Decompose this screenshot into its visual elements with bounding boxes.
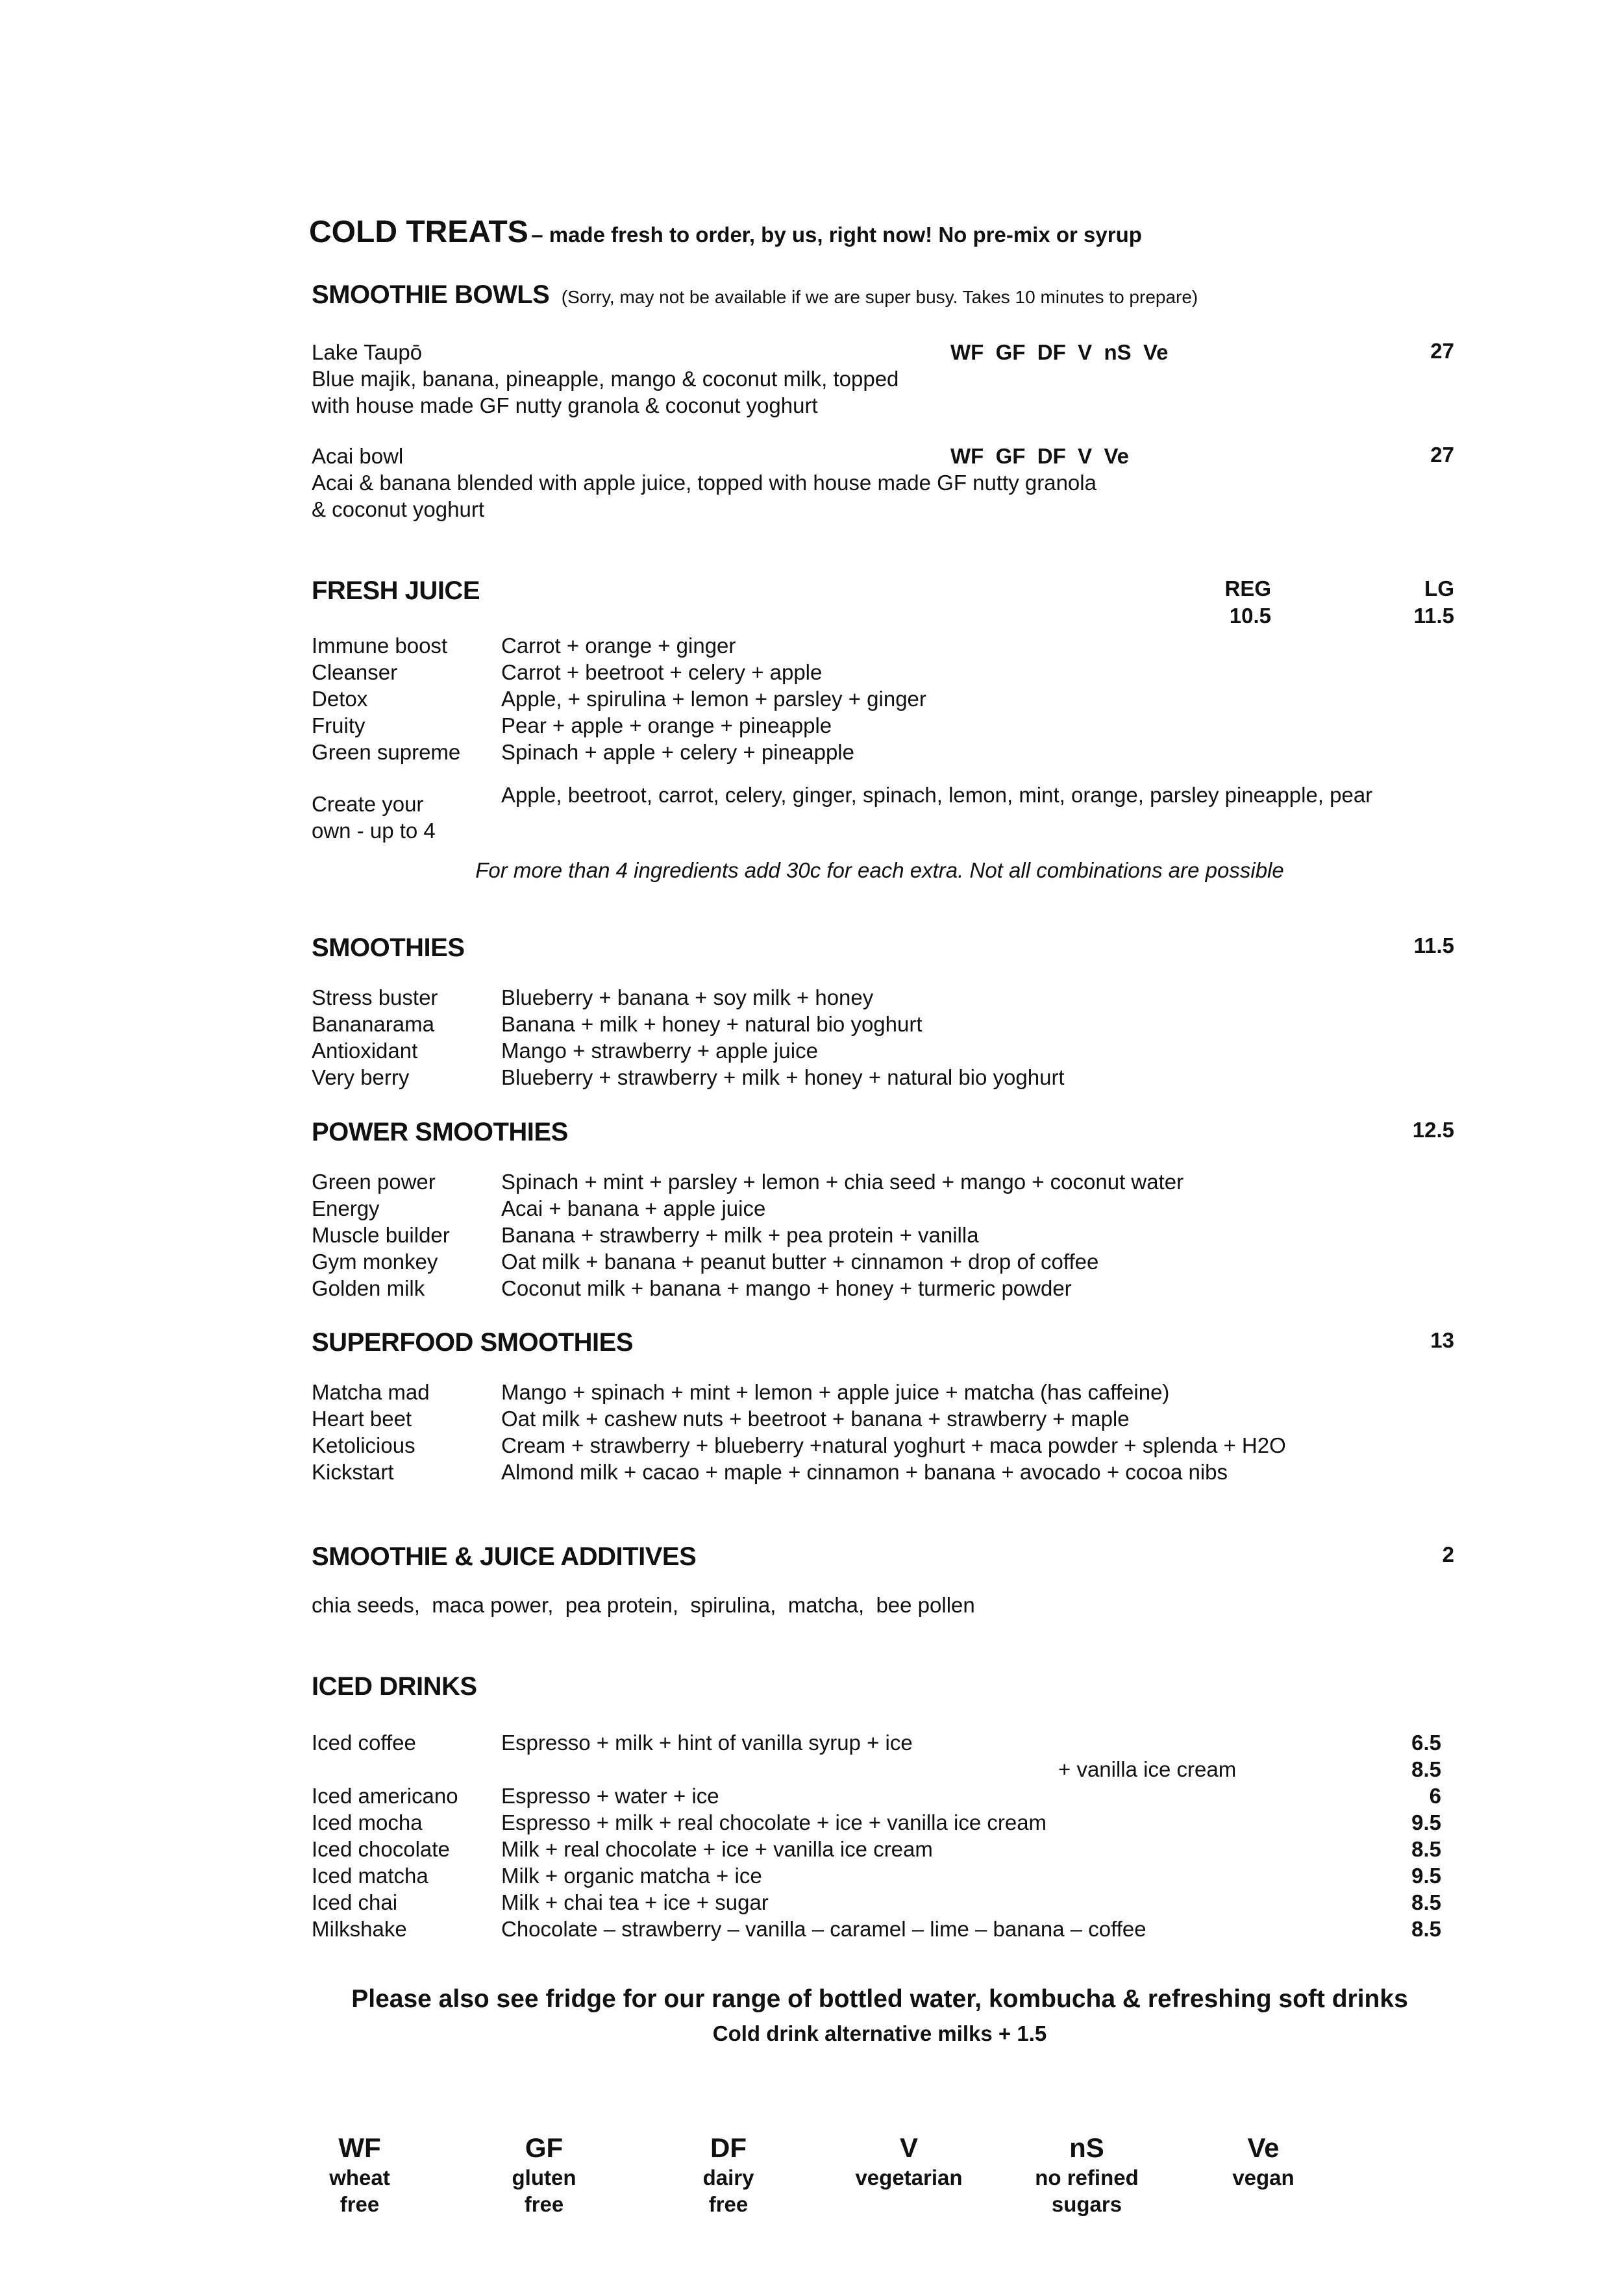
legend-code: V	[899, 2132, 918, 2163]
superfood-title: SUPERFOOD SMOOTHIES	[312, 1328, 633, 1357]
item-desc: Espresso + milk + real chocolate + ice + vanilla ice cream	[501, 1810, 1047, 1834]
item-desc: Oat milk + cashew nuts + beetroot + banana + strawberry + maple	[501, 1407, 1130, 1431]
item-desc: Mango + strawberry + apple juice	[501, 1039, 818, 1063]
item-desc: Acai + banana + apple juice	[501, 1196, 766, 1220]
item-name: Golden milk	[312, 1276, 425, 1300]
item-desc: Spinach + mint + parsley + lemon + chia seed + mango + coconut water	[501, 1170, 1184, 1194]
item-desc: Carrot + orange + ginger	[501, 634, 736, 658]
item-name: Very berry	[312, 1065, 410, 1089]
item-desc: Milk + organic matcha + ice	[501, 1864, 762, 1888]
bowls-note: (Sorry, may not be available if we are super busy. Takes 10 minutes to prepare)	[561, 287, 1198, 307]
item-desc: Almond milk + cacao + maple + cinnamon + banana + avocado + cocoa nibs	[501, 1460, 1228, 1484]
create-own-label: own - up to 4	[312, 819, 436, 843]
create-own-options: Apple, beetroot, carrot, celery, ginger, spinach, lemon, mint, orange, parsley pineapple, pear	[501, 783, 1373, 807]
item-price: 8.5	[1411, 1917, 1441, 1941]
additives-list: chia seeds, maca power, pea protein, spirulina, matcha, bee pollen	[312, 1593, 975, 1617]
item-name: Kickstart	[312, 1460, 394, 1484]
item-name: Stress buster	[312, 985, 438, 1009]
item-name: Milkshake	[312, 1917, 407, 1941]
item-price: 8.5	[1411, 1757, 1441, 1781]
legend-code: GF	[525, 2132, 564, 2163]
legend-label: wheat free	[329, 2166, 390, 2216]
bowl-item-name: Acai bowl	[312, 444, 404, 468]
item-desc: Carrot + beetroot + celery + apple	[501, 660, 823, 684]
legend-label: dairy free	[702, 2166, 754, 2216]
item-price: 9.5	[1411, 1810, 1441, 1834]
bowls-title: SMOOTHIE BOWLS	[312, 280, 550, 309]
item-desc: Apple, + spirulina + lemon + parsley + ginger	[501, 687, 926, 711]
item-desc: Espresso + milk + hint of vanilla syrup + ice	[501, 1731, 913, 1755]
item-desc: Mango + spinach + mint + lemon + apple juice + matcha (has caffeine)	[501, 1380, 1170, 1404]
item-name: Green power	[312, 1170, 436, 1194]
item-desc: Oat milk + banana + peanut butter + cinnamon + drop of coffee	[501, 1250, 1099, 1274]
item-desc: Spinach + apple + celery + pineapple	[501, 740, 854, 764]
page-title: COLD TREATS	[309, 215, 528, 249]
item-desc: Milk + real chocolate + ice + vanilla ice cream	[501, 1837, 933, 1861]
legend-label: vegan	[1232, 2166, 1295, 2190]
bowl-item-desc: with house made GF nutty granola & coconut yoghurt	[312, 393, 818, 417]
item-name: Immune boost	[312, 634, 448, 658]
item-name: Iced matcha	[312, 1864, 428, 1888]
superfood-price: 13	[1430, 1328, 1454, 1352]
milks-note: Cold drink alternative milks + 1.5	[712, 2021, 1047, 2045]
item-desc: Cream + strawberry + blueberry +natural yoghurt + maca powder + splenda + H2O	[501, 1433, 1286, 1457]
item-desc: Coconut milk + banana + mango + honey + turmeric powder	[501, 1276, 1072, 1300]
power-title: POWER SMOOTHIES	[312, 1118, 568, 1146]
fridge-note: Please also see fridge for our range of bottled water, kombucha & refreshing soft drinks	[351, 1985, 1408, 2013]
legend-code: WF	[338, 2132, 381, 2163]
item-name: Iced coffee	[312, 1731, 416, 1755]
item-desc: Banana + strawberry + milk + pea protein + vanilla	[501, 1223, 979, 1247]
bowl-item-name: Lake Taupō	[312, 340, 423, 364]
item-desc: Banana + milk + honey + natural bio yoghurt	[501, 1012, 923, 1036]
bowl-item-desc: Acai & banana blended with apple juice, topped with house made GF nutty granola	[312, 471, 1096, 495]
juice-reg-label: REG	[1224, 576, 1271, 600]
juice-lg-price: 11.5	[1413, 604, 1454, 628]
bowl-item-desc: & coconut yoghurt	[312, 497, 484, 521]
item-desc: Blueberry + banana + soy milk + honey	[501, 985, 874, 1009]
bowl-item-desc: Blue majik, banana, pineapple, mango & coconut milk, topped	[312, 367, 899, 391]
legend-item	[479, 2132, 609, 2217]
legend-item	[1022, 2132, 1152, 2217]
item-price: 9.5	[1411, 1864, 1441, 1888]
power-price: 12.5	[1412, 1118, 1454, 1142]
smoothies-price: 11.5	[1413, 933, 1454, 957]
juice-footnote: For more than 4 ingredients add 30c for each extra. Not all combinations are possible	[475, 858, 1284, 882]
item-name: Detox	[312, 687, 368, 711]
item-desc: Blueberry + strawberry + milk + honey + natural bio yoghurt	[501, 1065, 1065, 1089]
legend-item	[663, 2132, 793, 2217]
page-subtitle: – made fresh to order, by us, right now! No pre-mix or syrup	[531, 223, 1142, 247]
legend-item	[844, 2132, 974, 2191]
item-name: Iced americano	[312, 1784, 458, 1808]
legend-item	[1198, 2132, 1328, 2191]
bowls-heading	[312, 280, 1198, 310]
item-desc: Chocolate – strawberry – vanilla – caramel – lime – banana – coffee	[501, 1917, 1146, 1941]
item-name: Cleanser	[312, 660, 398, 684]
item-price: 8.5	[1411, 1890, 1441, 1914]
additives-title: SMOOTHIE & JUICE ADDITIVES	[312, 1542, 697, 1571]
item-name: Iced chai	[312, 1890, 398, 1914]
page-header	[309, 214, 1142, 250]
legend-code: Ve	[1247, 2132, 1280, 2163]
item-desc: Pear + apple + orange + pineapple	[501, 713, 832, 737]
bowl-item-price: 27	[1430, 443, 1454, 467]
legend-label: vegetarian	[855, 2166, 963, 2190]
item-name: Gym monkey	[312, 1250, 438, 1274]
bowl-item-price: 27	[1430, 339, 1454, 363]
legend-code: nS	[1069, 2132, 1104, 2163]
bowl-item-tags: WF GF DF V Ve	[950, 444, 1130, 468]
item-desc: Milk + chai tea + ice + sugar	[501, 1890, 769, 1914]
juice-reg-price: 10.5	[1229, 604, 1271, 628]
item-extra: + vanilla ice cream	[1058, 1757, 1237, 1781]
legend-label: no refined sugars	[1035, 2166, 1139, 2216]
item-name: Fruity	[312, 713, 365, 737]
additives-price: 2	[1442, 1542, 1454, 1566]
item-price: 6.5	[1411, 1731, 1441, 1755]
create-own-label: Create your	[312, 792, 424, 816]
smoothies-title: SMOOTHIES	[312, 933, 465, 962]
item-name: Iced chocolate	[312, 1837, 450, 1861]
item-name: Iced mocha	[312, 1810, 423, 1834]
legend-label: gluten free	[512, 2166, 576, 2216]
item-name: Heart beet	[312, 1407, 412, 1431]
iced-title: ICED DRINKS	[312, 1672, 477, 1701]
item-name: Green supreme	[312, 740, 461, 764]
item-name: Ketolicious	[312, 1433, 415, 1457]
item-name: Energy	[312, 1196, 380, 1220]
item-price: 6	[1429, 1784, 1441, 1808]
bowl-item-tags: WF GF DF V nS Ve	[950, 340, 1169, 364]
juice-title: FRESH JUICE	[312, 576, 480, 605]
item-price: 8.5	[1411, 1837, 1441, 1861]
legend-item	[295, 2132, 425, 2217]
item-name: Bananarama	[312, 1012, 434, 1036]
legend-code: DF	[710, 2132, 747, 2163]
item-name: Antioxidant	[312, 1039, 418, 1063]
item-name: Matcha mad	[312, 1380, 430, 1404]
item-name: Muscle builder	[312, 1223, 450, 1247]
item-desc: Espresso + water + ice	[501, 1784, 719, 1808]
juice-lg-label: LG	[1424, 576, 1454, 600]
